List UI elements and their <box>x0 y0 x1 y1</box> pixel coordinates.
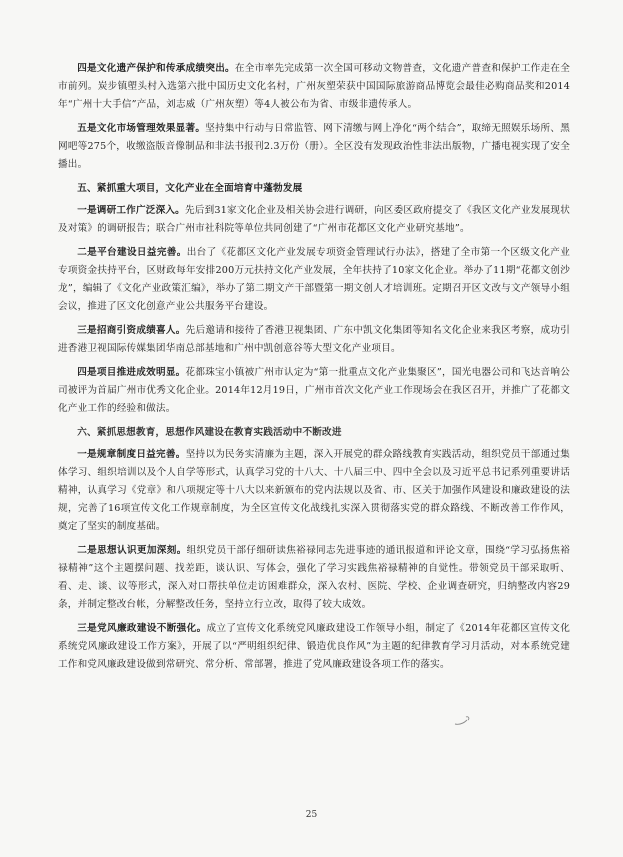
paragraph-lead: 四是项目推进成效明显。 <box>77 367 186 378</box>
paragraph-text: 在全市率先完成第一次全国可移动文物普查，文化遗产普查和保护工作走在全市前列。炭步镇塱头村入选第六批中国历史文化名村，广州灰塑荣获中国国际旅游商品博览会最佳必购商品奖和2014年“广州十大手信”产品，刘志威（广州灰塑）等4人被公布为省、市级非遗传承人。 <box>58 63 570 110</box>
paragraph-text: 坚持集中行动与日常监管、网下清缴与网上净化“两个结合”，取缔无照娱乐场所、黑网吧等275个，收缴盗版音像制品和非法书报刊2.3万份（册）。全区没有发现政治性非法出版物，广播电视实现了安全播出。 <box>58 123 570 170</box>
paragraph-lead: 五是文化市场管理效果显著。 <box>77 123 206 134</box>
document-body <box>58 60 570 680</box>
paragraph-projects <box>58 364 570 418</box>
paragraph-lead: 三是招商引资成绩喜人。 <box>77 325 186 336</box>
paragraph-investment <box>58 322 570 358</box>
paragraph-platform <box>58 244 570 316</box>
paragraph-heritage <box>58 60 570 114</box>
section-heading-5: 五、紧抓重大项目，文化产业在全面培育中蓬勃发展 <box>77 183 303 194</box>
paragraph-text: 先后邀请和接待了香港卫视集团、广东中凯文化集团等知名文化企业来我区考察，成功引进香港卫视国际传媒集团华南总部基地和广州中凯创意谷等大型文化产业项目。 <box>58 325 570 354</box>
paragraph-research <box>58 202 570 238</box>
paragraph-text: 坚持以为民务实清廉为主题，深入开展党的群众路线教育实践活动，组织党员干部通过集体学习、组织培训以及个人自学等形式，认真学习党的十八大、十八届三中、四中全会以及习近平总书记系列重要讲话精神，认真学习《党章》和八项规定等十八大以来新颁布的党内法规以及省、市、区关于加强作风建设和廉政建设的法规，完善了16项宣传文化工作规章制度，为全区宣传文化战线扎实深入贯彻落实党的群众路线、不断改善工作作风，奠定了坚实的制度基础。 <box>58 449 570 532</box>
paragraph-text: 花都珠宝小镇被广州市认定为“第一批重点文化产业集聚区”，国光电器公司和飞达音响公司被评为首届广州市优秀文化企业。2014年12月19日，广州市首次文化产业工作现场会在我区召开，并推广了花都文化产业工作的经验和做法。 <box>58 367 570 414</box>
paragraph-lead: 三是党风廉政建设不断强化。 <box>77 623 207 634</box>
paragraph-text: 成立了宣传文化系统党风廉政建设工作领导小组，制定了《2014年花都区宣传文化系统党风廉政建设工作方案》，开展了以“严明组织纪律、锻造优良作风”为主题的纪律教育学习月活动，对本系统党建工作和党风廉政建设做到常研究、常分析、常部署，推进了党风廉政建设各项工作的落实。 <box>58 623 571 670</box>
paragraph-text: 先后到31家文化企业及相关协会进行调研，向区委区政府提交了《我区文化产业发展现状及对策》的调研报告；联合广州市社科院等单位共同创建了“广州市花都区文化产业研究基地”。 <box>58 205 570 234</box>
paragraph-regulations <box>58 446 570 536</box>
page-number: 25 <box>305 810 318 820</box>
section-heading-6: 六、紧抓思想教育，思想作风建设在教育实践活动中不断改进 <box>77 427 342 438</box>
paragraph-lead: 二是思想认识更加深刻。 <box>77 545 187 556</box>
paragraph-text: 出台了《花都区文化产业发展专项资金管理试行办法》，搭建了全市第一个区级文化产业专项资金扶持平台，区财政每年安排200万元扶持文化产业发展，全年扶持了10家文化企业。举办了11期“花都文创沙龙”，编辑了《文化产业政策汇编》，举办了第二期文产干部暨第一期文创人才培训班。定期召开区文改与文产领导小组会议，推进了区文化创意产业公共服务平台建设。 <box>58 247 571 312</box>
paragraph-market <box>58 120 570 174</box>
paragraph-ideology <box>58 542 570 614</box>
pen-mark-icon <box>452 712 476 728</box>
paragraph-lead: 一是调研工作广泛深入。 <box>77 205 185 216</box>
paragraph-integrity <box>58 620 570 674</box>
paragraph-lead: 二是平台建设日益完善。 <box>77 247 187 258</box>
paragraph-lead: 四是文化遗产保护和传承成绩突出。 <box>77 63 235 74</box>
paragraph-lead: 一是规章制度日益完善。 <box>77 449 186 460</box>
paragraph-text: 组织党员干部仔细研读焦裕禄同志先进事迹的通讯报道和评论文章，围绕“学习弘扬焦裕禄精神”这个主题摆问题、找差距，谈认识、写体会，强化了学习实践焦裕禄精神的自觉性。带领党员干部采取听、看、走、谈、议等形式，深入对口帮扶单位走访困难群众，深入农村、医院、学校、企业调查研究，归纳整改内容29条，并制定整改台帐，分解整改任务，坚持立行立改，取得了较大成效。 <box>58 545 570 610</box>
